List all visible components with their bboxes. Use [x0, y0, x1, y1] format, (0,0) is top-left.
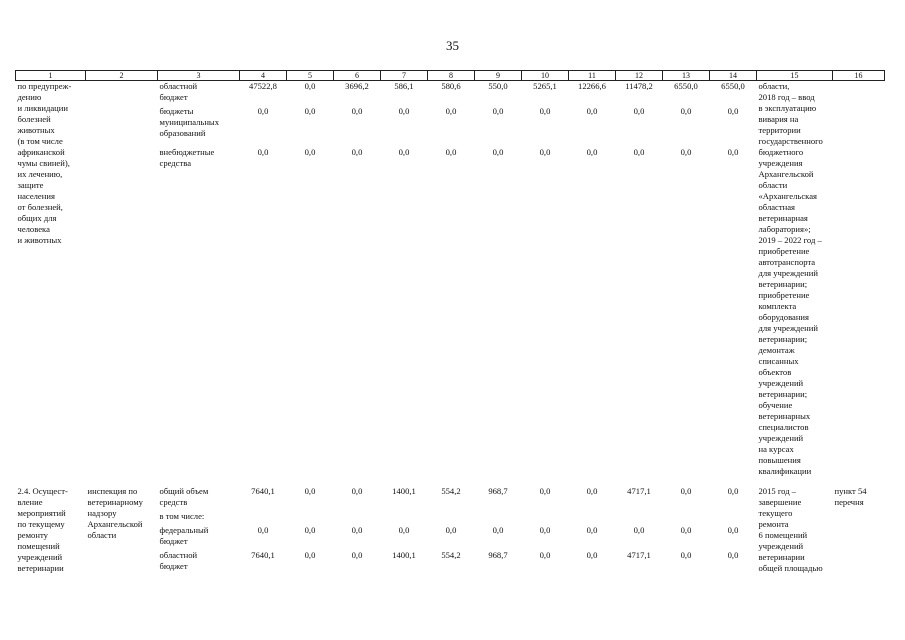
- value-cell: 11478,2: [625, 81, 653, 91]
- column-header: 12: [616, 71, 663, 81]
- value-cell: 0,0: [680, 147, 692, 157]
- funding-source-cell: федеральный бюджет: [159, 525, 209, 546]
- column-header: 9: [475, 71, 522, 81]
- value-cell: 0,0: [304, 147, 316, 157]
- value-cell: 0,0: [351, 486, 363, 496]
- executor-cell: инспекция по ветеринарному надзору Архангельской области: [87, 486, 143, 540]
- value-cell: 4717,1: [627, 486, 651, 496]
- table-row: [16, 81, 885, 107]
- value-cell: 0,0: [304, 525, 316, 535]
- column-header: 6: [334, 71, 381, 81]
- value-cell: [475, 511, 522, 525]
- value-cell: 12266,6: [578, 81, 606, 91]
- column-header: 5: [287, 71, 334, 81]
- expected-results-cell: области, 2018 год – ввод в эксплуатацию вивария на территории государственного бюджетного учреждения Архангельской области «Архангельская областная ветеринарная лаборатория»; 2019 – 2022 год – приобретение автотранспорта для учреждений ветеринарии; приобретение комплекта оборудования для учреждений ветеринарии; демонтаж списанных объектов учреждений ветеринарии; обучение ветеринарных специалистов учреждений на курсах повышения квалификации: [758, 81, 823, 476]
- table-row: [16, 486, 885, 511]
- expected-results-cell: 2015 год – завершение текущего ремонта 6 помещений учреждений ветеринарии общей площадью: [758, 486, 823, 573]
- value-cell: [663, 511, 710, 525]
- value-cell: 0,0: [586, 525, 598, 535]
- value-cell: 0,0: [398, 147, 410, 157]
- funding-source-cell: внебюджетные средства: [159, 147, 215, 168]
- value-cell: 0,0: [727, 486, 739, 496]
- value-cell: [287, 511, 334, 525]
- value-cell: [569, 511, 616, 525]
- value-cell: 0,0: [257, 525, 269, 535]
- value-cell: 0,0: [680, 550, 692, 560]
- value-cell: 1400,1: [392, 486, 416, 496]
- value-cell: 586,1: [394, 81, 414, 91]
- value-cell: 0,0: [304, 106, 316, 116]
- column-number-row: [16, 71, 885, 81]
- value-cell: 0,0: [492, 525, 504, 535]
- value-cell: 0,0: [727, 106, 739, 116]
- value-cell: 0,0: [257, 106, 269, 116]
- value-cell: 6550,0: [674, 81, 698, 91]
- value-cell: 0,0: [304, 81, 316, 91]
- value-cell: 0,0: [351, 106, 363, 116]
- column-header: 4: [240, 71, 287, 81]
- column-header: 11: [569, 71, 616, 81]
- column-header: 8: [428, 71, 475, 81]
- column-header: 13: [663, 71, 710, 81]
- column-header: 16: [833, 71, 885, 81]
- value-cell: 4717,1: [627, 550, 651, 560]
- column-header: 15: [757, 71, 833, 81]
- value-cell: 0,0: [633, 106, 645, 116]
- value-cell: [334, 511, 381, 525]
- value-cell: 7640,1: [251, 486, 275, 496]
- value-cell: 0,0: [586, 550, 598, 560]
- value-cell: 7640,1: [251, 550, 275, 560]
- value-cell: [710, 511, 757, 525]
- value-cell: 0,0: [304, 486, 316, 496]
- value-cell: 5265,1: [533, 81, 557, 91]
- value-cell: 0,0: [539, 486, 551, 496]
- value-cell: 0,0: [727, 550, 739, 560]
- value-cell: 0,0: [539, 147, 551, 157]
- column-header: 7: [381, 71, 428, 81]
- value-cell: [240, 511, 287, 525]
- value-cell: 0,0: [680, 525, 692, 535]
- value-cell: 0,0: [304, 550, 316, 560]
- value-cell: [522, 511, 569, 525]
- value-cell: [381, 511, 428, 525]
- value-cell: 0,0: [680, 106, 692, 116]
- value-cell: 0,0: [492, 147, 504, 157]
- value-cell: 554,2: [441, 486, 461, 496]
- page-number: 35: [446, 38, 459, 53]
- value-cell: 0,0: [398, 106, 410, 116]
- value-cell: 0,0: [351, 550, 363, 560]
- value-cell: [428, 511, 475, 525]
- value-cell: 47522,8: [249, 81, 277, 91]
- block-gap: [16, 477, 885, 486]
- value-cell: 6550,0: [721, 81, 745, 91]
- reference-cell: [833, 81, 885, 478]
- funding-source-cell: областной бюджет: [159, 81, 198, 102]
- value-cell: 0,0: [633, 147, 645, 157]
- value-cell: 0,0: [727, 147, 739, 157]
- column-header: 2: [86, 71, 158, 81]
- measure-name-cell: по предупреж- дению и ликвидации болезней животных (в том числе африканской чумы свиней), их лечению, защите населения от болезней, общих для человека и животных: [17, 81, 72, 245]
- value-cell: 0,0: [680, 486, 692, 496]
- column-header: 14: [710, 71, 757, 81]
- value-cell: 580,6: [441, 81, 461, 91]
- value-cell: 968,7: [488, 486, 508, 496]
- column-header: 1: [16, 71, 86, 81]
- reference-cell: пункт 54 перечня: [834, 486, 867, 507]
- funding-source-cell: областной бюджет: [159, 550, 198, 571]
- program-table: [15, 70, 885, 574]
- value-cell: 1400,1: [392, 550, 416, 560]
- value-cell: 968,7: [488, 550, 508, 560]
- value-cell: 0,0: [586, 486, 598, 496]
- column-header: 3: [158, 71, 240, 81]
- value-cell: 0,0: [586, 106, 598, 116]
- value-cell: 0,0: [351, 525, 363, 535]
- value-cell: [616, 511, 663, 525]
- funding-source-cell: бюджеты муниципальных образований: [159, 106, 219, 138]
- value-cell: 0,0: [398, 525, 410, 535]
- value-cell: 0,0: [445, 147, 457, 157]
- value-cell: 0,0: [539, 550, 551, 560]
- value-cell: 554,2: [441, 550, 461, 560]
- value-cell: 0,0: [445, 525, 457, 535]
- value-cell: 550,0: [488, 81, 508, 91]
- value-cell: 0,0: [586, 147, 598, 157]
- value-cell: 0,0: [539, 106, 551, 116]
- value-cell: 0,0: [257, 147, 269, 157]
- executor-cell: [86, 81, 158, 478]
- funding-source-cell: общий объем средств: [159, 486, 209, 507]
- column-header: 10: [522, 71, 569, 81]
- measure-name-cell: 2.4. Осущест- вление мероприятий по текущему ремонту помещений учреждений ветеринарии: [17, 486, 68, 573]
- value-cell: 0,0: [539, 525, 551, 535]
- value-cell: 3696,2: [345, 81, 369, 91]
- value-cell: 0,0: [492, 106, 504, 116]
- funding-source-cell: в том числе:: [159, 511, 205, 521]
- value-cell: 0,0: [351, 147, 363, 157]
- value-cell: 0,0: [445, 106, 457, 116]
- value-cell: 0,0: [727, 525, 739, 535]
- value-cell: 0,0: [633, 525, 645, 535]
